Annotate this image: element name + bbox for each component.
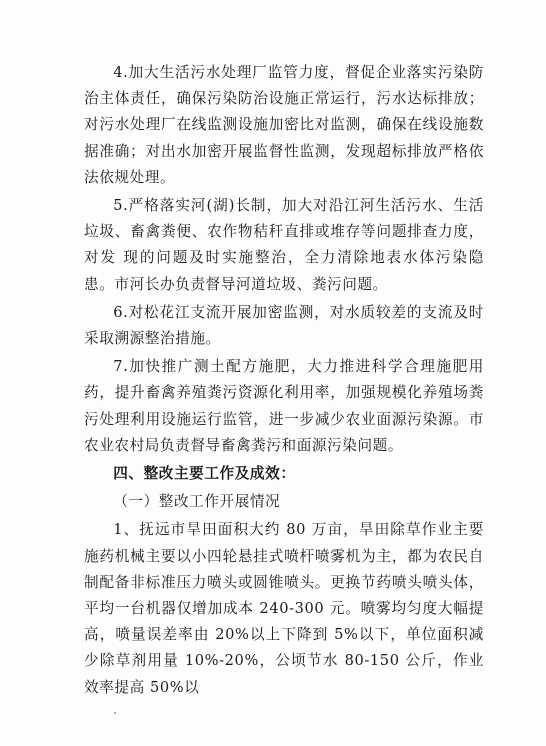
section-heading: 四、整改主要工作及成效： — [113, 465, 296, 483]
paragraph-subitem-1: 1、抚远市旱田面积大约 80 万亩，旱田除草作业主要施药机械主要以小四轮悬挂式喷杆喷雾机为主，都为农民自制配备非标准压力喷头或圆锥喷头。更换节药喷头喷头体，平均一台机器仅增加成本 240-300 元。喷雾均匀度大幅提高，喷量误差率由 20%以上下降到 5%以下，单位面积减少除草剂用量 10%-20%，公顷节水 80-150 公斤，作业效率提高 50%以 — [84, 521, 484, 696]
paragraph-item-5: 5.严格落实河(湖)长制，加大对沿江河生活污水、生活垃圾、畜禽粪便、农作物秸秆直排或堆存等问题排查力度，对发 现的问题及时实施整治，全力清除地表水体污染隐患。市河长办负责督导河道垃圾、粪污问题。 — [84, 197, 484, 293]
scan-speck — [114, 712, 116, 714]
paragraph-item-6: 6.对松花江支流开展加密监测，对水质较差的支流及时采取溯源整治措施。 — [84, 303, 484, 348]
paragraph-item-7: 7.加快推广测土配方施肥，大力推进科学合理施肥用药，提升畜禽养殖粪污资源化利用率，加强规模化养殖场粪污处理利用设施运行监管，进一步减少农业面源污染源。市农业农村局负责督导畜禽粪污和面源污染问题。 — [84, 358, 484, 454]
paragraph-item-4: 4.加大生活污水处理厂监管力度，督促企业落实污染防治主体责任，确保污染防治设施正常运行，污水达标排放；对污水处理厂在线监测设施加密比对监测，确保在线设施数据准确；对出水加密开展监督性监测，发现超标排放严格依法依规处理。 — [84, 64, 484, 186]
subsection-heading: （一）整改工作开展情况 — [113, 493, 281, 511]
